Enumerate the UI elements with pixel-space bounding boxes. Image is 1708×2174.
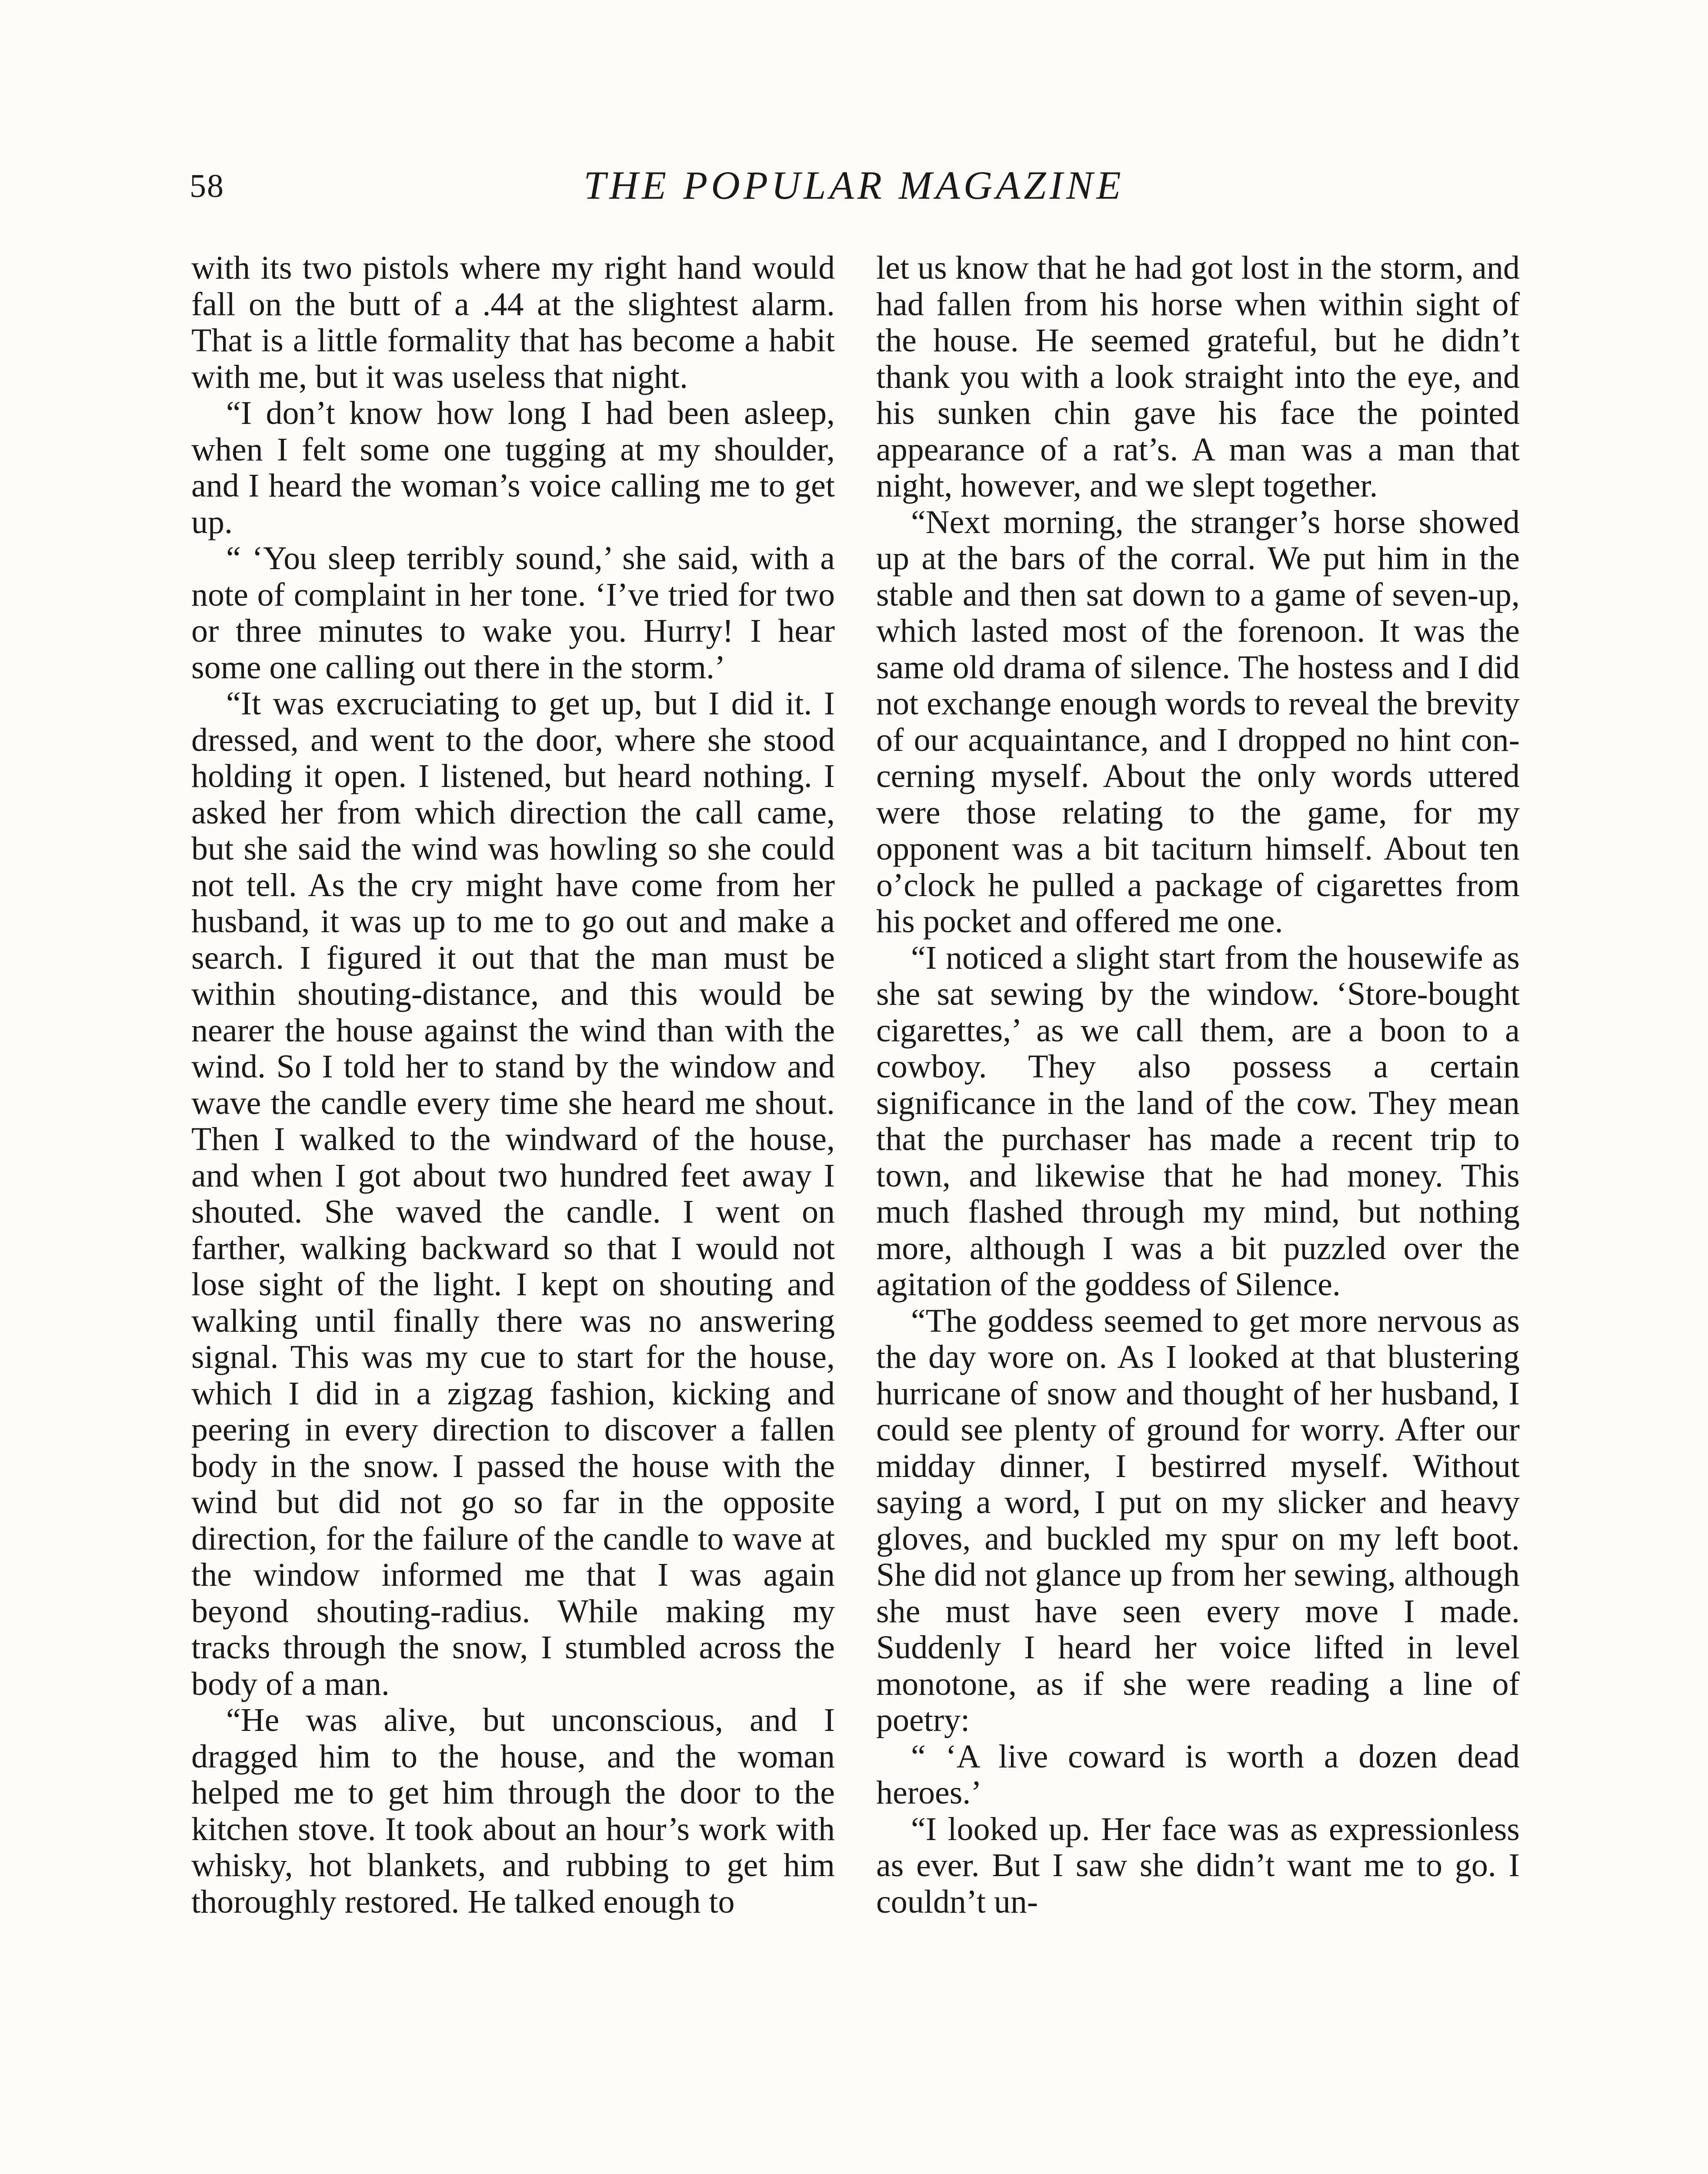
paragraph: with its two pistols where my right hand would fall on the butt of a .44 at the slightest alarm. That is a little formality that has become a habit with me, but it was useless that night. <box>191 250 835 395</box>
paragraph: “ ‘A live coward is worth a dozen dead heroes.’ <box>876 1738 1520 1811</box>
paragraph: “I noticed a slight start from the housewife as she sat sewing by the window. ‘Store-bought cigarettes,’ as we call them, are a boon to a cowboy. They also possess a certain significance in the land of the cow. They mean that the purchaser has made a recent trip to town, and likewise that he had money. This much flashed through my mind, but nothing more, although I was a bit puzzled over the agitation of the goddess of Silence. <box>876 939 1520 1303</box>
paragraph: “ ‘You sleep terribly sound,’ she said, with a note of complaint in her tone. ‘I’ve tried for two or three minutes to wake you. Hurry! I hear some one calling out there in the storm.’ <box>191 540 835 686</box>
paragraph: “The goddess seemed to get more nervous as the day wore on. As I looked at that blustering hurricane of snow and thought of her husband, I could see plenty of ground for worry. After our midday dinner, I bestirred myself. Without saying a word, I put on my slicker and heavy gloves, and buckled my spur on my left boot. She did not glance up from her sewing, although she must have seen every move I made. Suddenly I heard her voice lifted in level monotone, as if she were reading a line of poetry: <box>876 1302 1520 1738</box>
paragraph: let us know that he had got lost in the storm, and had fallen from his horse when within sight of the house. He seemed grateful, but he didn’t thank you with a look straight into the eye, and his sunken chin gave his face the pointed appearance of a rat’s. A man was a man that night, however, and we slept together. <box>876 250 1520 504</box>
right-column <box>876 250 1520 1920</box>
running-head-title: THE POPULAR MAGAZINE <box>584 163 1124 207</box>
paragraph: “It was excruciating to get up, but I did it. I dressed, and went to the door, where she stood holding it open. I listened, but heard nothing. I asked her from which direction the call came, but she said the wind was howling so she could not tell. As the cry might have come from her husband, it was up to me to go out and make a search. I figured it out that the man must be within shouting-distance, and this would be nearer the house against the wind than with the wind. So I told her to stand by the window and wave the candle every time she heard me shout. Then I walked to the windward of the house, and when I got about two hundred feet away I shouted. She waved the candle. I went on farther, walking backward so that I would not lose sight of the light. I kept on shouting and walking until finally there was no answering signal. This was my cue to start for the house, which I did in a zigzag fashion, kicking and peering in every direction to discover a fallen body in the snow. I passed the house with the wind but did not go so far in the opposite direction, for the failure of the candle to wave at the window informed me that I was again beyond shouting-radius. While making my tracks through the snow, I stumbled across the body of a man. <box>191 685 835 1702</box>
paragraph: “Next morning, the stranger’s horse showed up at the bars of the corral. We put him in the stable and then sat down to a game of seven-up, which lasted most of the forenoon. It was the same old drama of silence. The hostess and I did not exchange enough words to reveal the brevity of our acquaintance, and I dropped no hint concerning myself. About the only words uttered were those relating to the game, for my opponent was a bit taciturn himself. About ten o’clock he pulled a package of cigarettes from his pocket and offered me one. <box>876 503 1520 940</box>
left-column <box>191 250 835 1920</box>
page-number: 58 <box>190 168 224 204</box>
paragraph: “He was alive, but unconscious, and I dragged him to the house, and the woman helped me to get him through the door to the kitchen stove. It took about an hour’s work with whisky, hot blankets, and rubbing to get him thoroughly restored. He talked enough to <box>191 1702 835 1920</box>
paragraph: “I don’t know how long I had been asleep, when I felt some one tugging at my shoulder, and I heard the woman’s voice calling me to get up. <box>191 395 835 540</box>
paragraph: “I looked up. Her face was as expressionless as ever. But I saw she didn’t want me to go. I couldn’t un- <box>876 1811 1520 1920</box>
